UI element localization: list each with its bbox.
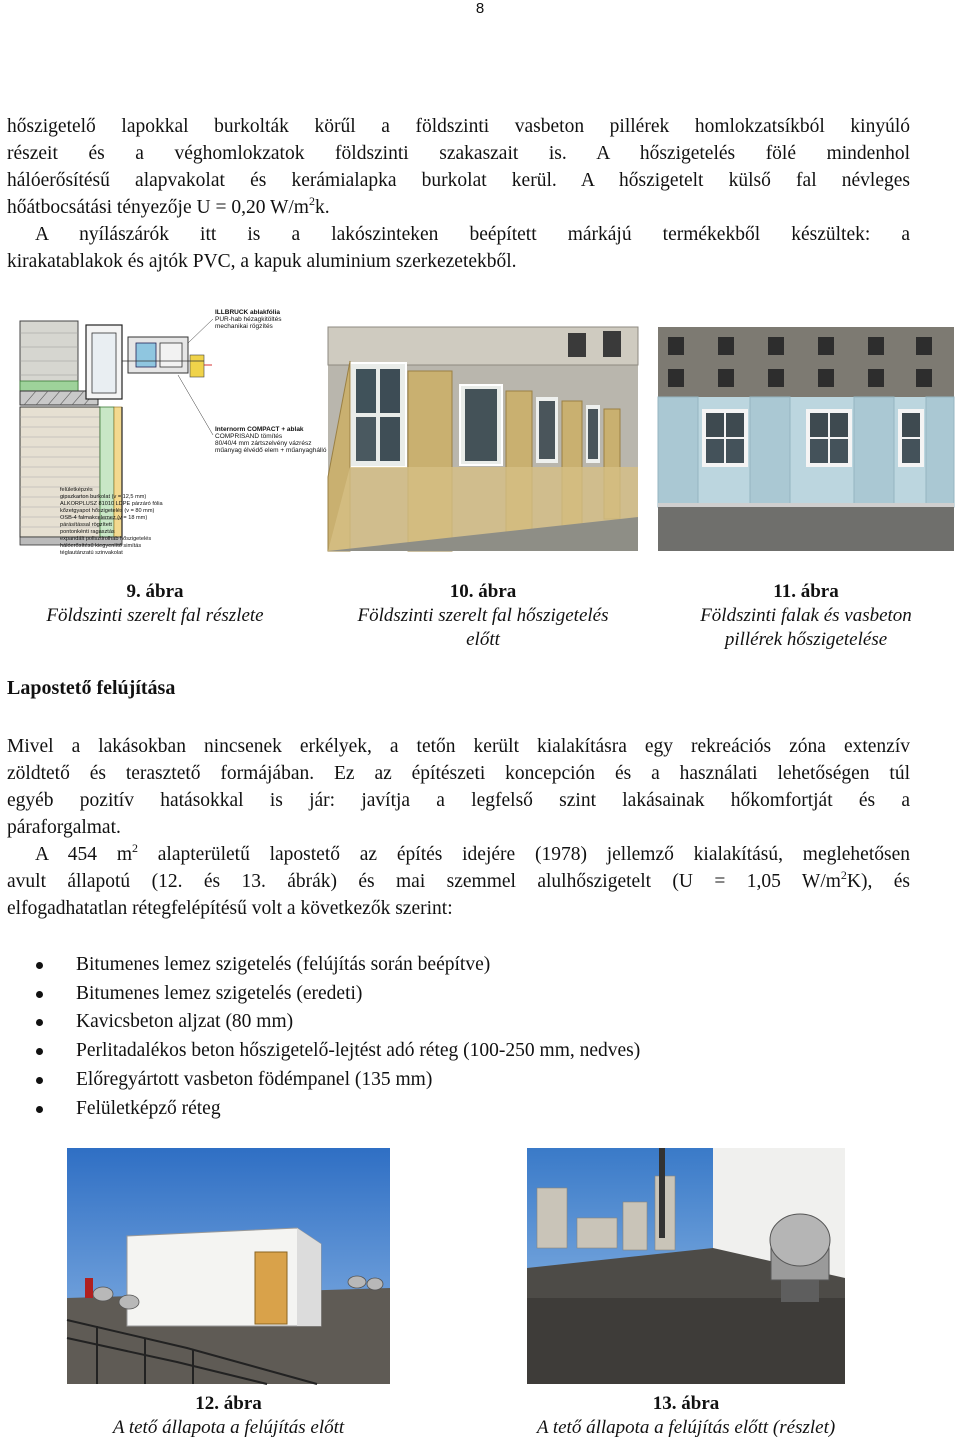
text-line: hőszigetelő lapokkal burkolták körűl a földszinti vasbeton pillérek homlokzatsíkból kinyúló <box>7 116 910 137</box>
superscript: 2 <box>132 841 138 855</box>
diagram-legend-item: gipszkarton burkolat (v = 12,5 mm) <box>60 494 147 500</box>
list-item-text: Bitumenes lemez szigetelés (eredeti) <box>76 982 363 1004</box>
figure-number: 9. ábra <box>126 581 184 602</box>
list-item-text: Előregyártott vasbeton födémpanel (135 mm) <box>76 1068 433 1090</box>
figure-number: 10. ábra <box>449 581 517 602</box>
diagram-legend-item: pontonkénti ragasztás <box>60 529 115 535</box>
page-number: 8 <box>475 0 485 17</box>
list-item <box>30 1037 640 1066</box>
figure-number: 11. ábra <box>773 581 839 602</box>
bullet-icon <box>36 1106 43 1113</box>
intro-paragraph <box>7 113 910 275</box>
figure-10-photo <box>328 327 638 551</box>
diagram-legend-item: ALKORPLUSZ 81010 LDPE párzáró fólia <box>60 501 163 507</box>
section-heading: Lapostető felújítása <box>7 677 176 699</box>
figure-9-caption <box>10 580 300 628</box>
superscript: 2 <box>308 194 315 208</box>
bullet-icon <box>36 962 43 969</box>
figure-caption-text: A tető állapota a felújítás előtt (részlet) <box>536 1417 836 1438</box>
list-item <box>30 1008 640 1037</box>
figure-caption-text: előtt <box>466 629 500 650</box>
bullet-icon <box>36 1019 43 1026</box>
text-line: részeit és a véghomlokzatok földszinti szakaszait is. A hőszigetelés fölé mindenhol <box>7 143 910 164</box>
diagram-legend-item: hálóerősítésű kiegyenlítő simítás <box>60 543 142 549</box>
figure-12-caption <box>67 1392 390 1440</box>
superscript: 2 <box>840 868 847 882</box>
text-line: Mivel a lakásokban nincsenek erkélyek, a tetőn került kialakításra egy rekreációs zóna extenzív <box>7 736 910 757</box>
text-fragment: A 454 m <box>35 844 132 865</box>
list-item <box>30 980 640 1009</box>
figure-number: 13. ábra <box>652 1393 720 1414</box>
figure-9-wall-detail-drawing <box>18 303 327 565</box>
figure-11-caption <box>658 580 954 652</box>
diagram-label: COMPRISAND tömítés <box>215 433 283 440</box>
u-value-line <box>7 868 910 895</box>
text-fragment: hőátbocsátási tényezője U = 0,20 W/m <box>7 197 309 218</box>
figure-12-photo <box>67 1148 390 1384</box>
bullet-icon <box>36 1048 43 1055</box>
text-line: kirakatablakok és ajtók PVC, a kapuk aluminium szerkezetekből. <box>7 251 517 272</box>
list-item-text: Kavicsbeton aljzat (80 mm) <box>76 1011 294 1033</box>
figure-13-caption <box>500 1392 872 1440</box>
text-line: hálóerősítésű alapvakolat és kerámialapka burkolat kerül. A hőszigetelt külső fal névleges <box>7 170 910 191</box>
diagram-label: mechanikai rögzítés <box>215 323 273 330</box>
diagram-legend-item: OSB-4 falmakcelemez (v = 18 mm) <box>60 515 148 521</box>
figure-caption-text: A tető állapota a felújítás előtt <box>112 1417 345 1438</box>
text-line: A nyílászárók itt is a lakószinteken beépített márkájú termékekből készültek: a <box>35 224 910 245</box>
text-fragment: k. <box>314 197 330 218</box>
diagram-legend-item: téglautánzatú szinvakolat <box>60 550 123 556</box>
figure-caption-text: Földszinti szerelt fal hőszigetelés <box>357 605 609 626</box>
roof-paragraph <box>7 733 910 922</box>
figure-caption-text: Földszinti falak és vasbeton <box>700 605 912 626</box>
figure-caption-text: pillérek hőszigetelése <box>724 629 888 650</box>
diagram-label: Internorm COMPACT + ablak <box>215 426 304 433</box>
diagram-legend-item: felületképzés <box>60 487 93 493</box>
list-item-text: Felületképző réteg <box>76 1097 221 1119</box>
diagram-legend-item: expandált polisztirolhab hőszigetelés <box>60 536 152 542</box>
figure-10-caption <box>328 580 638 652</box>
diagram-label: 80/40/4 mm zártszelvény vázrész <box>215 440 312 447</box>
figure-13-photo <box>527 1148 845 1384</box>
figure-11-photo <box>658 327 954 551</box>
list-item <box>30 951 640 980</box>
diagram-legend-item: párásítással rögzített <box>60 522 112 528</box>
area-line <box>7 841 910 868</box>
text-fragment: alapterületű lapostető az építés idejére (1978) jellemző kialakítású, meglehetősen <box>138 844 910 865</box>
text-line: páraforgalmat. <box>7 817 121 838</box>
text-line: elfogadhatatlan rétegfelépítésű volt a következők szerint: <box>7 898 453 919</box>
list-item <box>30 1066 640 1095</box>
text-fragment: K), és <box>846 871 910 892</box>
layer-list <box>30 951 640 1123</box>
u-value-line <box>7 194 910 221</box>
text-line: zöldtető és terasztető formájában. Ez az építészeti koncepción és a használati lehetőségen túl <box>7 763 910 784</box>
diagram-legend-item: kőzetgyapot hőszigetelés (v = 80 mm) <box>60 508 155 514</box>
bullet-icon <box>36 1077 43 1084</box>
diagram-label: PUR-hab hézagkitöltés <box>215 316 282 323</box>
list-item-text: Bitumenes lemez szigetelés (felújítás során beépítve) <box>76 954 491 975</box>
diagram-label: ILLBRUCK ablakfólia <box>215 309 281 316</box>
figure-number: 12. ábra <box>195 1393 262 1414</box>
diagram-label: műanyag élvédő elem + műanyaghálló <box>215 447 327 454</box>
list-item <box>30 1095 640 1124</box>
text-fragment: avult állapotú (12. és 13. ábrák) és mai szemmel alulhőszigetelt (U = 1,05 W/m <box>7 871 841 892</box>
text-line: egyéb pozitív hatásokkal is jár: javítja a legfelső szint lakásainak hőkomfortját és a <box>7 790 910 811</box>
bullet-icon <box>36 991 43 998</box>
list-item-text: Perlitadalékos beton hőszigetelő-lejtést adó réteg (100-250 mm, nedves) <box>76 1040 641 1062</box>
figure-caption-text: Földszinti szerelt fal részlete <box>46 605 264 626</box>
